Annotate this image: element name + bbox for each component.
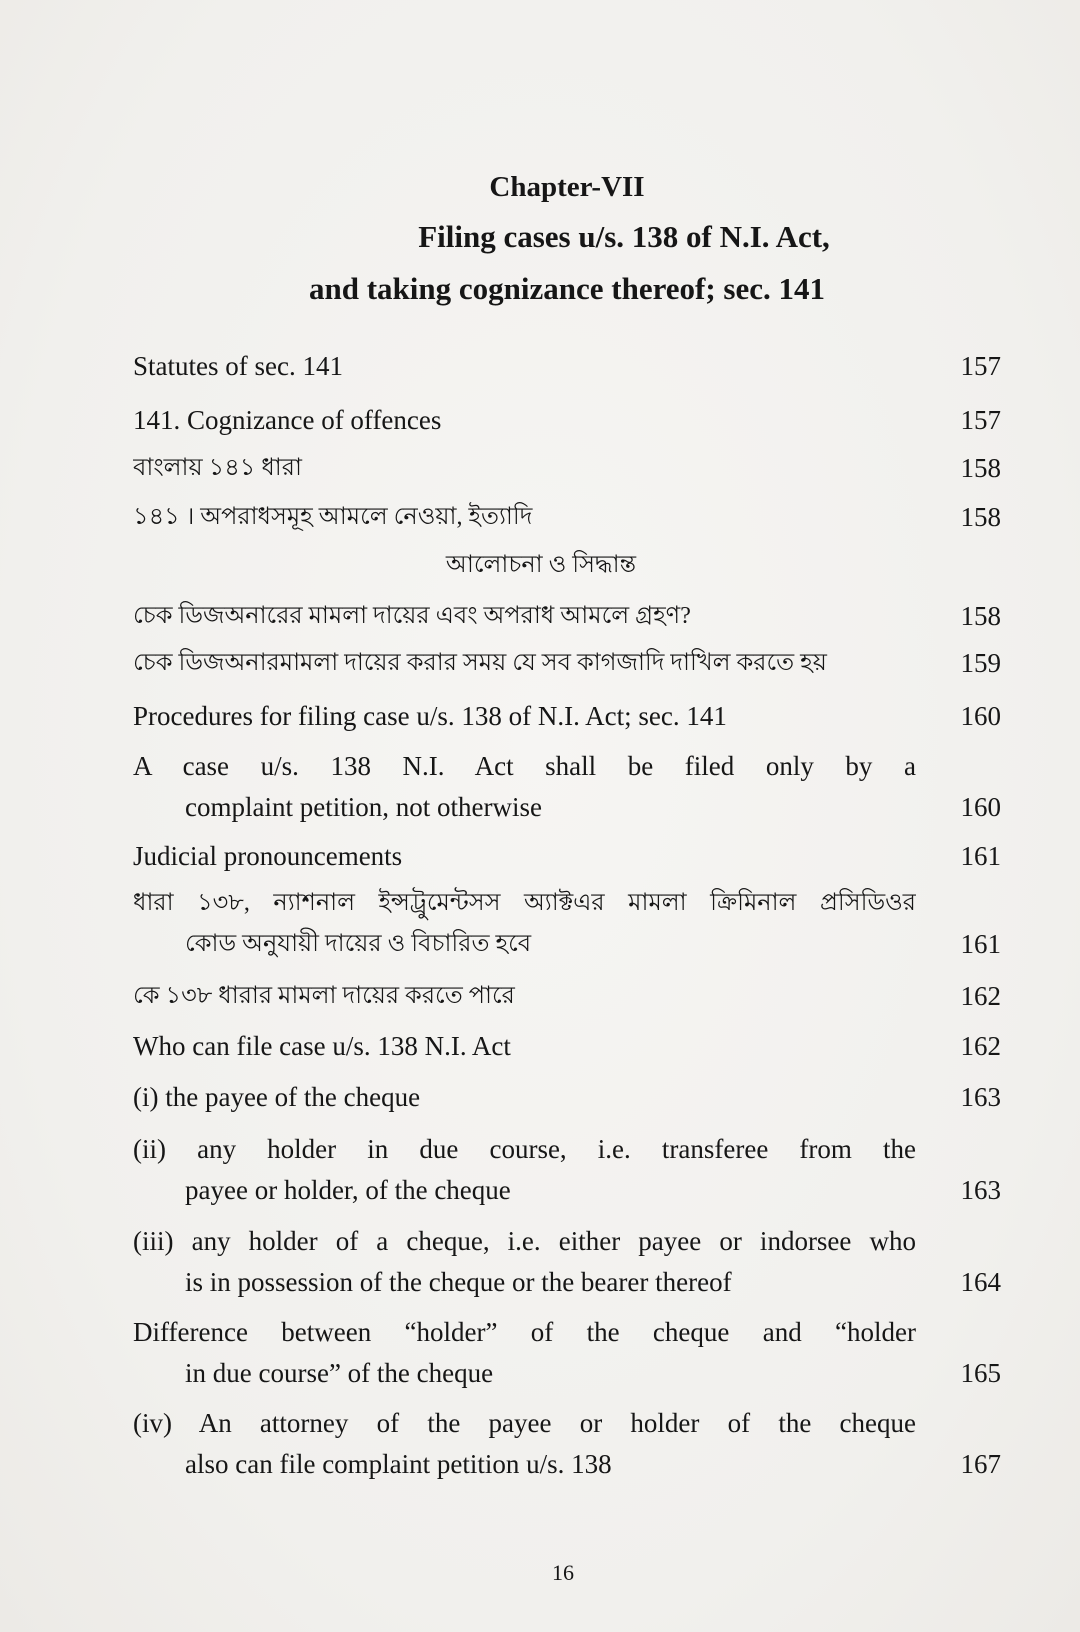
toc-entry-title: Difference between “holder” of the cheque and “holder — [133, 1317, 916, 1347]
toc-entry-page: 164 — [960, 1267, 1001, 1297]
toc-entry-title-continued: is in possession of the cheque or the bearer thereof — [185, 1267, 732, 1297]
toc-entry-title: কে ১৩৮ ধারার মামলা দায়ের করতে পারে — [133, 983, 515, 1009]
toc-entry-title-continued: payee or holder, of the cheque — [185, 1175, 511, 1205]
toc-entry — [133, 448, 1001, 489]
toc-entry-title: (iii) any holder of a cheque, i.e. either payee or indorsee who — [133, 1226, 916, 1256]
toc-entry — [133, 746, 1001, 828]
toc-entry-title: (iv) An attorney of the payee or holder of the cheque — [133, 1408, 916, 1438]
toc-entry-title-continued: in due course” of the cheque — [185, 1358, 494, 1388]
toc-entry-page: 165 — [960, 1358, 1001, 1388]
toc-entry — [133, 346, 1001, 387]
toc-entry — [133, 596, 1001, 637]
toc-entry-page: 163 — [960, 1082, 1001, 1112]
toc-entry-title: (i) the payee of the cheque — [133, 1082, 421, 1112]
toc-entry-title: A case u/s. 138 N.I. Act shall be filed only by a — [133, 751, 916, 781]
page-number: 16 — [552, 1560, 574, 1585]
toc-entry-page: 162 — [960, 1031, 1001, 1061]
toc-entry-page: 160 — [960, 792, 1001, 822]
toc-entry-title: ১৪১ । অপরাধসমূহ আমলে নেওয়া, ইত্যাদি — [133, 504, 533, 530]
toc-entry-title-continued: complaint petition, not otherwise — [185, 792, 542, 822]
toc-entry — [133, 1312, 1001, 1394]
toc-entry-title-continued: also can file complaint petition u/s. 138 — [185, 1449, 612, 1479]
toc-entry-title: Who can file case u/s. 138 N.I. Act — [133, 1031, 511, 1061]
toc-entry-page: 161 — [960, 841, 1001, 871]
toc-entry-page: 160 — [960, 701, 1001, 731]
toc-entry-page: 158 — [960, 453, 1001, 483]
toc-entry — [133, 1129, 1001, 1211]
toc-entry-title: Judicial pronouncements — [133, 841, 403, 871]
toc-entry — [133, 497, 1001, 538]
toc-entry-page: 157 — [960, 405, 1001, 435]
toc-entry-title: 141. Cognizance of offences — [133, 405, 442, 435]
toc-entry — [133, 976, 1001, 1017]
section-heading: আলোচনা ও সিদ্ধান্ত — [445, 552, 637, 578]
toc-entry-page: 158 — [960, 502, 1001, 532]
toc-entry — [133, 400, 1001, 441]
toc-entry — [133, 1026, 1001, 1067]
chapter-title-line-1: Filing cases u/s. 138 of N.I. Act, — [418, 219, 830, 254]
toc-entry-page: 158 — [960, 601, 1001, 631]
toc-entry-page: 161 — [960, 929, 1001, 959]
toc-entry — [133, 836, 1001, 877]
toc-entry-title: বাংলায় ১৪১ ধারা — [133, 455, 302, 481]
toc-entry-title: (ii) any holder in due course, i.e. transferee from the — [133, 1134, 916, 1164]
toc-entry-page: 157 — [960, 351, 1001, 381]
toc-entry — [133, 883, 1001, 965]
toc-entry-page: 167 — [960, 1449, 1001, 1479]
toc-entry-title: Procedures for filing case u/s. 138 of N.I. Act; sec. 141 — [133, 701, 727, 731]
toc-entry-title: চেক ডিজঅনারের মামলা দায়ের এবং অপরাধ আমলে গ্রহণ? — [133, 603, 691, 629]
toc-entry — [133, 1403, 1001, 1485]
toc-entry-title-continued: কোড অনুযায়ী দায়ের ও বিচারিত হবে — [185, 931, 532, 957]
toc-entry-page: 159 — [960, 648, 1001, 678]
toc-entry-page: 163 — [960, 1175, 1001, 1205]
toc-entry-title: Statutes of sec. 141 — [133, 351, 343, 381]
chapter-label: Chapter-VII — [489, 171, 645, 203]
toc-entry — [133, 1221, 1001, 1303]
toc-entry — [133, 1077, 1001, 1118]
toc-entry-page: 162 — [960, 981, 1001, 1011]
toc-entry — [133, 696, 1001, 737]
toc-entry-title: চেক ডিজঅনারমামলা দায়ের করার সময় যে সব কাগজাদি দাখিল করতে হয় — [133, 650, 827, 676]
chapter-title-line-2: and taking cognizance thereof; sec. 141 — [308, 271, 826, 306]
toc-entry-title: ধারা ১৩৮, ন্যাশনাল ইন্সট্রুমেন্টসস অ্যাক্টএর মামলা ক্রিমিনাল প্রসিডিওর — [133, 890, 916, 916]
toc-entry — [133, 643, 1001, 684]
